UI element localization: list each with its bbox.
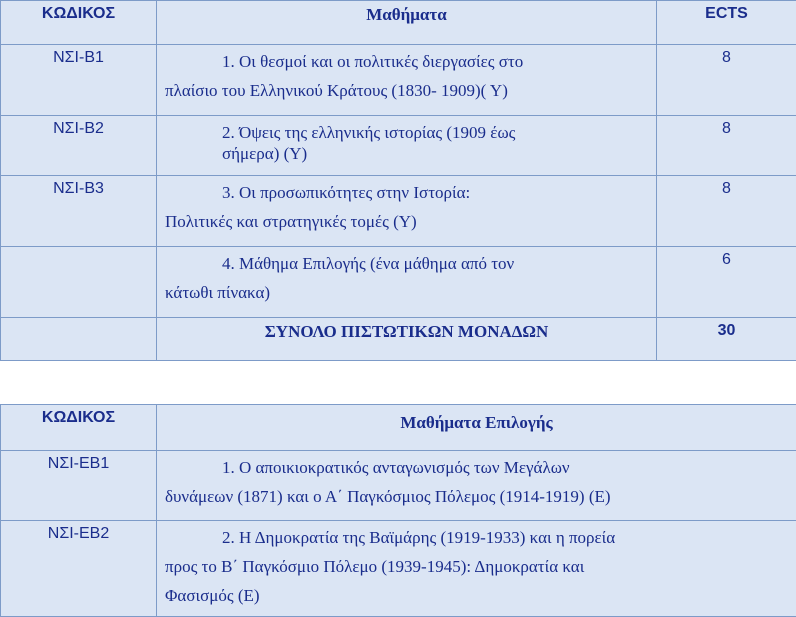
total-label: ΣΥΝΟΛΟ ΠΙΣΤΩΤΙΚΩΝ ΜΟΝΑΔΩΝ: [157, 318, 657, 361]
course-ects: 6: [657, 247, 796, 318]
course-ects: 8: [657, 45, 796, 116]
course-title-line: 1. Οι θεσμοί και οι πολιτικές διεργασίες στο: [165, 47, 648, 76]
courses-header: Μαθήματα: [157, 1, 657, 45]
course-title-line: 3. Οι προσωπικότητες στην Ιστορία:: [165, 178, 648, 207]
course-title-line: 2. Όψεις της ελληνικής ιστορίας (1909 έως: [165, 122, 648, 143]
course-code: ΝΣΙ-ΕΒ2: [1, 521, 157, 617]
header-row: [1, 405, 796, 451]
course-title-line: κάτωθι πίνακα): [165, 278, 648, 307]
total-ects: 30: [657, 318, 796, 361]
course-title-line: σήμερα) (Υ): [165, 143, 648, 164]
header-row: [1, 1, 796, 45]
code-header: ΚΩΔΙΚΟΣ: [1, 405, 157, 451]
course-title: [157, 247, 657, 318]
course-title-line: δυνάμεων (1871) και ο Α΄ Παγκόσμιος Πόλεμος (1914-1919) (Ε): [165, 482, 788, 511]
table-row: [1, 116, 796, 176]
course-title-line: 1. Ο αποικιοκρατικός ανταγωνισμός των Μεγάλων: [165, 453, 788, 482]
course-code: ΝΣΙ-Β1: [1, 45, 157, 116]
course-title: [157, 116, 657, 176]
course-title: [157, 451, 796, 521]
ects-header: ECTS: [657, 1, 796, 45]
course-ects: 8: [657, 176, 796, 247]
course-title: [157, 45, 657, 116]
table-row: [1, 247, 796, 318]
table-row: [1, 521, 796, 617]
course-title: [157, 176, 657, 247]
elective-courses-table: [0, 404, 796, 617]
course-ects: 8: [657, 116, 796, 176]
table-row: [1, 45, 796, 116]
elective-courses-header: Μαθήματα Επιλογής: [157, 405, 796, 451]
course-code: [1, 247, 157, 318]
course-title-line: πλαίσιο του Ελληνικού Κράτους (1830- 1909)( Υ): [165, 76, 648, 105]
total-row: [1, 318, 796, 361]
course-code: ΝΣΙ-Β2: [1, 116, 157, 176]
course-title-line: 4. Μάθημα Επιλογής (ένα μάθημα από τον: [165, 249, 648, 278]
course-code: ΝΣΙ-Β3: [1, 176, 157, 247]
course-title-line: 2. Η Δημοκρατία της Βαϊμάρης (1919-1933) και η πορεία: [165, 523, 788, 552]
table-row: [1, 451, 796, 521]
course-title-line: Πολιτικές και στρατηγικές τομές (Υ): [165, 207, 648, 236]
course-code: ΝΣΙ-ΕΒ1: [1, 451, 157, 521]
course-title-line: προς το Β΄ Παγκόσμιο Πόλεμο (1939-1945): Δημοκρατία και: [165, 552, 788, 581]
course-title-line: Φασισμός (Ε): [165, 581, 788, 610]
table-row: [1, 176, 796, 247]
code-header: ΚΩΔΙΚΟΣ: [1, 1, 157, 45]
empty-cell: [1, 318, 157, 361]
course-title: [157, 521, 796, 617]
